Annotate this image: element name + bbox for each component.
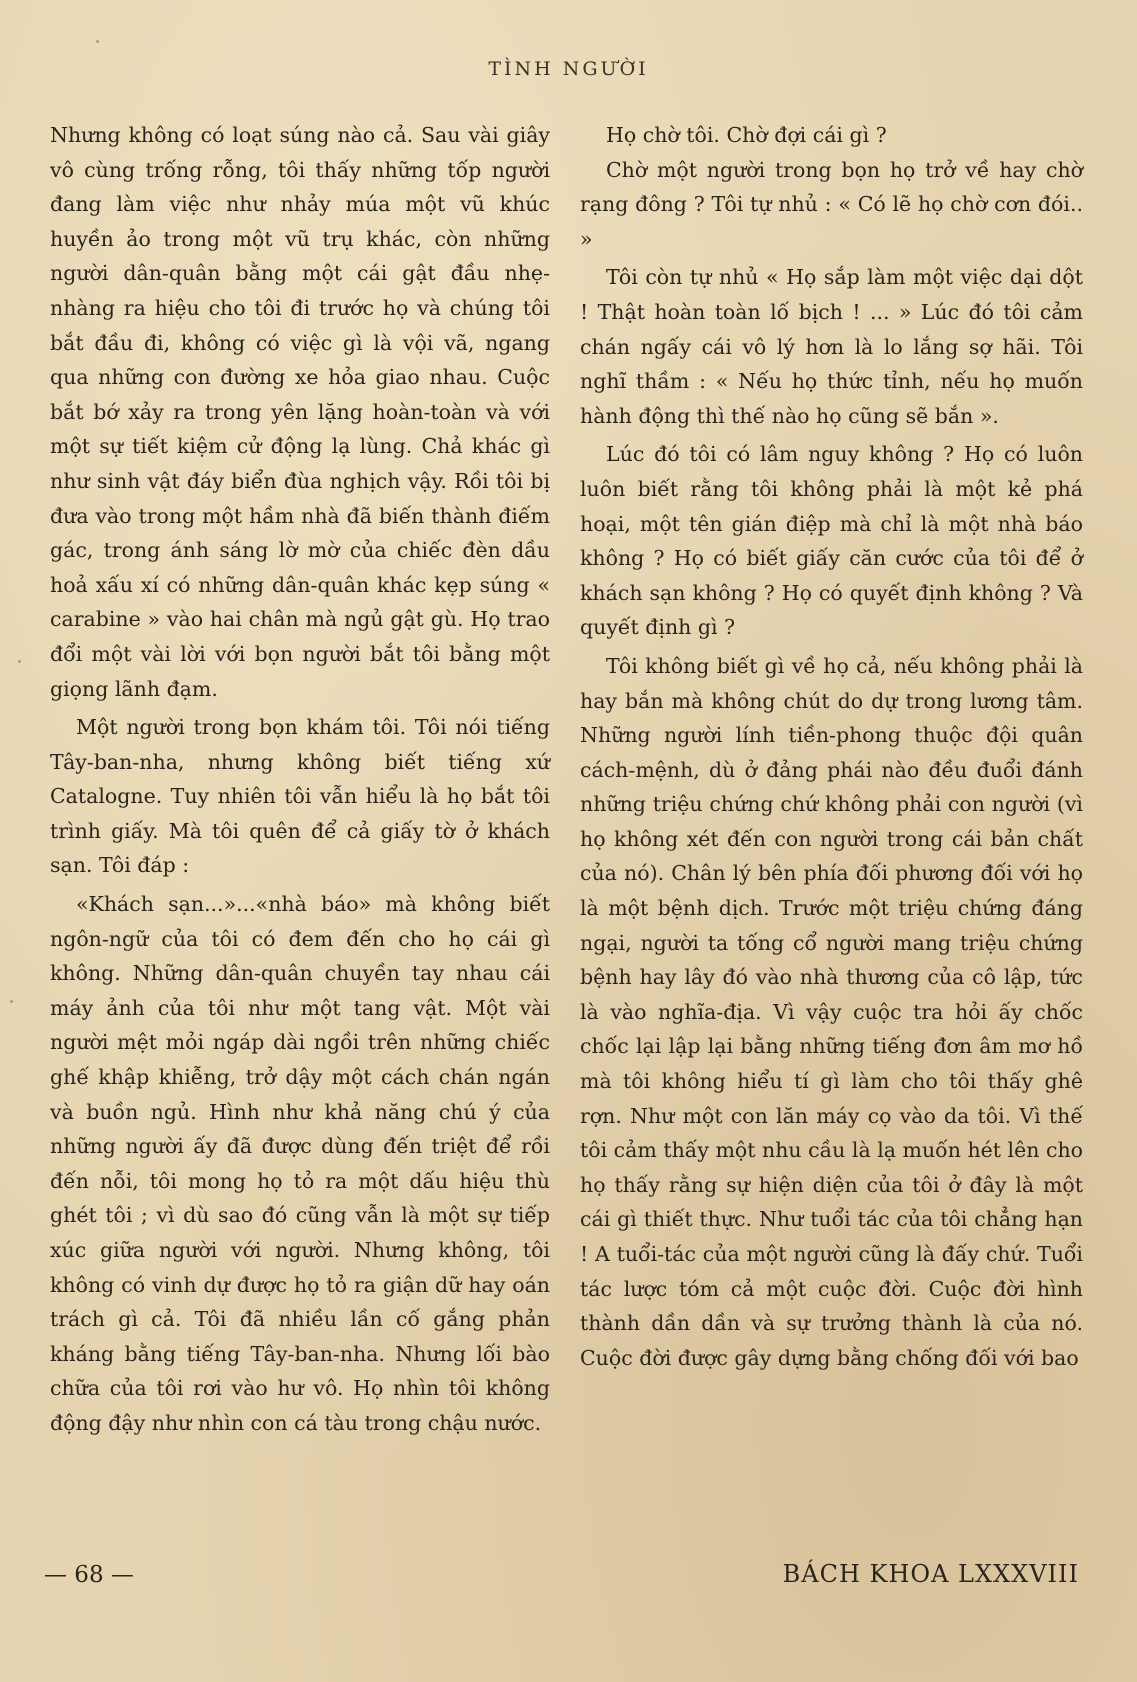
paragraph: Họ chờ tôi. Chờ đợi cái gì ? [606, 123, 887, 147]
paragraph: Tôi còn tự nhủ « Họ sắp làm một việc dại dột ! Thật hoàn toàn lố bịch ! ... » Lúc đó tôi cảm chán ngấy cái vô lý hơn là lo lắng sợ hãi. Tôi nghĩ thầm : « Nếu họ thức tỉnh, nếu họ muốn hành động thì thế nào họ cũng sẽ bắn ». [580, 265, 1083, 428]
paragraph: Tôi không biết gì về họ cả, nếu không phải là hay bắn mà không chút do dự trong lương tâm. Những người lính tiền-phong thuộc đội quân cách-mệnh, dù ở đảng phái nào đều đuổi đánh những triệu chứng chứ không phải con người (vì họ không xét đến con người trong cái bản chất của nó). Chân lý bên phía đối phương đối với họ là một bệnh dịch. Trước một triệu chứng đáng ngại, người ta tống cổ người mang triệu chứng bệnh hay lây đó vào nhà thương của cô lập, tức là vào nghĩa-địa. Vì vậy cuộc tra hỏi ấy chốc chốc lại lập lại bằng những tiếng đơn âm mơ hồ mà tôi không hiểu tí gì làm cho tôi thấy ghê rợn. Như một con lăn máy cọ vào da tôi. Vì thế tôi cảm thấy một nhu cầu là lạ muốn hét lên cho họ thấy rằng sự hiện diện của tôi ở đây là một cái gì thiết thực. Như tuổi tác của tôi chẳng hạn ! A tuổi-tác của một người cũng là đấy chứ. Tuổi tác lược tóm cả một cuộc đời. Cuộc đời hình thành dần dần và sự trưởng thành là của nó. Cuộc đời được gây dựng bằng chống đối với bao [580, 653, 1083, 1370]
paper-speck [18, 660, 21, 663]
right-column [580, 118, 1083, 1375]
paragraph: Nhưng không có loạt súng nào cả. Sau vài giây vô cùng trống rỗng, tôi thấy những tốp người đang làm việc như nhảy múa một vũ khúc huyền ảo trong một vũ trụ khác, còn những người dân-quân bằng một cái gật đầu nhẹ-nhàng ra hiệu cho tôi đi trước họ và chúng tôi bắt đầu đi, không có việc gì là vội vã, ngang qua những con đường xe hỏa giao nhau. Cuộc bắt bớ xảy ra trong yên lặng hoàn-toàn và với một sự tiết kiệm cử động lạ lùng. Chả khác gì như sinh vật đáy biển đùa nghịch vậy. Rồi tôi bị đưa vào trong một hầm nhà đã biến thành điếm gác, trong ánh sáng lờ mờ của chiếc đèn dầu hoả xấu xí có những dân-quân khác kẹp súng « carabine » vào hai chân mà ngủ gật gù. Họ trao đổi một vài lời với bọn người bắt tôi bằng một giọng lãnh đạm. [50, 123, 550, 701]
page-number: — 68 — [44, 1562, 134, 1588]
paper-speck [10, 1000, 13, 1003]
paragraph: Lúc đó tôi có lâm nguy không ? Họ có luôn luôn biết rằng tôi không phải là một kẻ phá hoại, một tên gián điệp mà chỉ là một nhà báo không ? Họ có biết giấy căn cước của tôi để ở khách sạn không ? Họ có quyết định không ? Và quyết định gì ? [580, 442, 1083, 640]
paper-speck [96, 40, 99, 43]
publication-title: BÁCH KHOA LXXXVIII [782, 1560, 1079, 1588]
paragraph: Chờ một người trong bọn họ trở về hay chờ rạng đông ? Tôi tự nhủ : « Có lẽ họ chờ cơn đói.. » [580, 157, 1083, 251]
running-title: TÌNH NGƯỜI [488, 58, 649, 80]
paragraph: Một người trong bọn khám tôi. Tôi nói tiếng Tây-ban-nha, nhưng không biết tiếng xứ Catalogne. Tuy nhiên tôi vẫn hiểu là họ bắt tôi trình giấy. Mà tôi quên để cả giấy tờ ở khách sạn. Tôi đáp : [50, 715, 550, 878]
left-column [50, 118, 550, 1441]
paragraph: «Khách sạn...»...«nhà báo» mà không biết ngôn-ngữ của tôi có đem đến cho họ cái gì không. Những dân-quân chuyền tay nhau cái máy ảnh của tôi như một tang vật. Một vài người mệt mỏi ngáp dài ngồi trên những chiếc ghế khập khiễng, trở dậy một cách chán ngán và buồn ngủ. Hình như khả năng chú ý của những người ấy đã được dùng đến triệt để rồi đến nỗi, tôi mong họ tỏ ra một dấu hiệu thù ghét tôi ; vì dù sao đó cũng vẫn là một sự tiếp xúc giữa người với người. Nhưng không, tôi không có vinh dự được họ tỏ ra giận dữ hay oán trách gì cả. Tôi đã nhiều lần cố gắng phản kháng bằng tiếng Tây-ban-nha. Nhưng lối bào chữa của tôi rơi vào hư vô. Họ nhìn tôi không động đậy như nhìn con cá tàu trong chậu nước. [50, 892, 550, 1435]
